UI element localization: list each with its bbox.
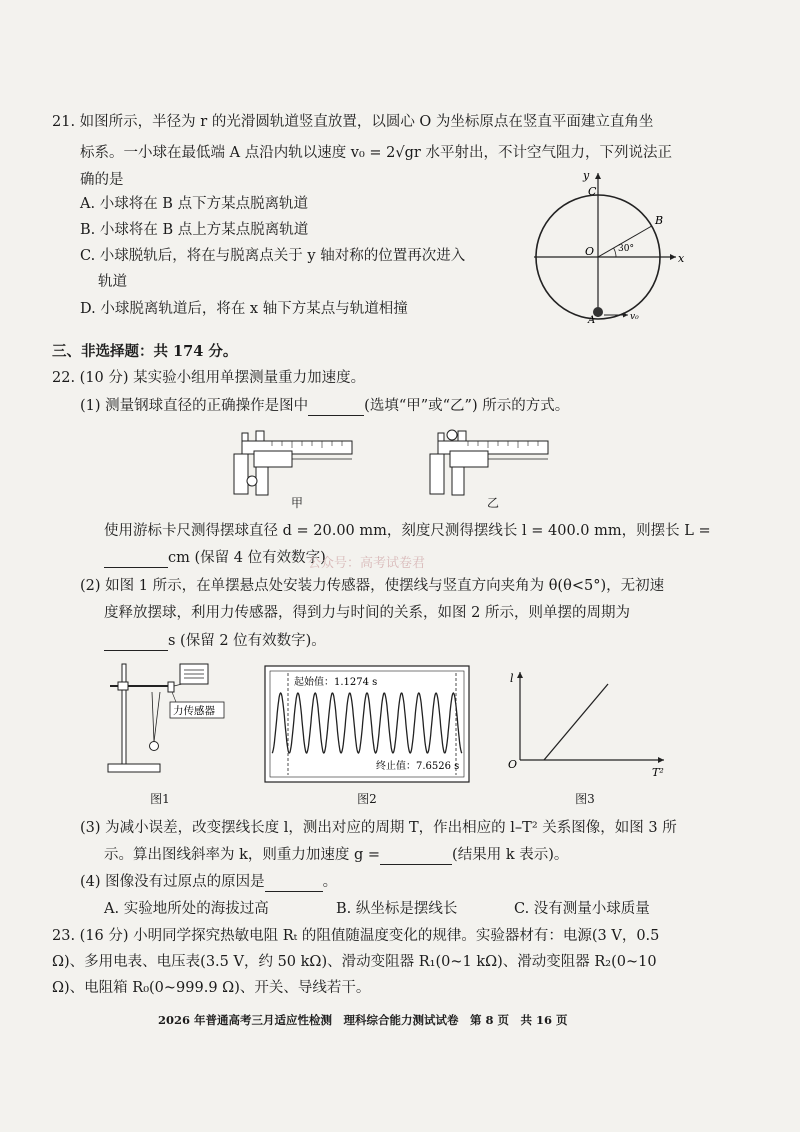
- q21-line1: 21. 如图所示，半径为 r 的光滑圆轨道竖直放置，以圆心 O 为坐标原点在竖直平面建立直角坐: [52, 114, 654, 130]
- end-value: 终止值：7.6526 s: [376, 761, 460, 772]
- circular-track-diagram: [528, 165, 693, 325]
- label-y: y: [583, 169, 590, 182]
- caption-jia: 甲: [290, 496, 303, 510]
- watermark: 公众号：高考试卷君: [308, 556, 426, 571]
- q22-part1-text2: (选填“甲”或“乙”) 所示的方式。: [364, 398, 570, 414]
- q23-line1: 23. (16 分) 小明同学探究热敏电阻 Rₜ 的阻值随温度变化的规律。实验器材有：电源(3 V，0.5: [52, 928, 660, 944]
- q22-part1: [80, 396, 569, 416]
- q22-part4-text: (4) 图像没有过原点的原因是: [80, 874, 265, 890]
- q22-part4-option-c: C. 没有测量小球质量: [514, 901, 650, 917]
- caption-yi: 乙: [486, 496, 499, 510]
- q21-option-c: C. 小球脱轨后，将在与脱离点关于 y 轴对称的位置再次进入: [80, 248, 466, 264]
- caption-fig3: 图3: [575, 792, 595, 806]
- force-time-graph: [264, 665, 470, 783]
- q21-option-c-cont: 轨道: [98, 274, 127, 290]
- q21-option-a: A. 小球将在 B 点下方某点脱离轨道: [80, 196, 309, 212]
- label-c: C: [588, 185, 597, 198]
- label-angle: 30°: [618, 244, 634, 254]
- q22-part4-option-a: A. 实验地所处的海拔过高: [104, 901, 269, 917]
- q22-part2-line2: 度释放摆球，利用力传感器，得到力与时间的关系，如图 2 所示，则单摆的周期为: [104, 605, 630, 621]
- section-heading: 三、非选择题：共 174 分。: [52, 343, 238, 360]
- label-a: A: [588, 315, 596, 325]
- q22-part3-line2: [104, 845, 568, 865]
- label-o: O: [585, 245, 595, 258]
- q21-line3: 确的是: [80, 172, 124, 188]
- caliper-yi: [428, 425, 558, 503]
- caption-fig2: 图2: [357, 792, 377, 806]
- q22-heading: 22. (10 分) 某实验小组用单摆测量重力加速度。: [52, 370, 366, 386]
- caliper-jia: [232, 425, 362, 503]
- label-x: x: [678, 252, 685, 265]
- label-b: B: [655, 214, 664, 227]
- page-footer: 2026 年普通高考三月适应性检测 理科综合能力测试试卷 第 8 页 共 16 页: [158, 1013, 568, 1027]
- q22-part4-option-b: B. 纵坐标是摆线长: [336, 901, 458, 917]
- answer-blank-2[interactable]: [104, 567, 168, 568]
- axis-label-l: l: [510, 672, 514, 685]
- q22-part3-text: 示。算出图线斜率为 k，则重力加速度 g =: [104, 847, 381, 863]
- q22-part2-line1: (2) 如图 1 所示，在单摆悬点处安装力传感器，使摆线与竖直方向夹角为 θ(θ<5°)，无初速: [80, 578, 665, 594]
- q22-part1-text: (1) 测量钢球直径的正确操作是图中: [80, 398, 309, 414]
- answer-blank-4[interactable]: [380, 864, 452, 865]
- q23-line2: Ω)、多用电表、电压表(3.5 V，约 50 kΩ)、滑动变阻器 R₁(0~1 kΩ)、滑动变阻器 R₂(0~10: [52, 954, 657, 970]
- force-sensor-label: 力传感器: [173, 705, 215, 717]
- answer-blank-5[interactable]: [265, 891, 323, 892]
- pendulum-apparatus: [102, 658, 232, 784]
- q23-line3: Ω)、电阻箱 R₀(0~999.9 Ω)、开关、导线若干。: [52, 980, 371, 996]
- q22-part1-measure: 使用游标卡尺测得摆球直径 d = 20.00 mm，刻度尺测得摆线长 l = 400.0 mm，则摆长 L =: [104, 523, 711, 539]
- q21-line2: 标系。一小球在最低端 A 点沿内轨以速度 v₀ = 2√gr 水平射出，不计空气阻力，下列说法正: [80, 145, 672, 161]
- answer-blank-3[interactable]: [104, 650, 168, 651]
- q22-part4-text2: 。: [322, 874, 338, 890]
- fit-line: [544, 684, 608, 760]
- q22-part1-length-text: cm (保留 4 位有效数字): [168, 550, 326, 566]
- q22-part3-line1: (3) 为减小误差，改变摆线长度 l，测出对应的周期 T，作出相应的 l–T² 关系图像，如图 3 所: [80, 820, 677, 836]
- caption-fig1: 图1: [150, 792, 170, 806]
- answer-blank-1[interactable]: [308, 415, 364, 416]
- q22-part1-length: [104, 548, 326, 568]
- q22-part2-line3: [104, 631, 326, 651]
- q22-part2-line3-text: s (保留 2 位有效数字)。: [168, 633, 326, 649]
- q21-option-d: D. 小球脱离轨道后，将在 x 轴下方某点与轨道相撞: [80, 301, 408, 317]
- q21-option-b: B. 小球将在 B 点上方某点脱离轨道: [80, 222, 309, 238]
- q22-part3-text2: (结果用 k 表示)。: [452, 847, 569, 863]
- q22-part4: [80, 872, 337, 892]
- label-v0: v₀: [630, 312, 639, 322]
- l-t2-graph: [504, 668, 672, 780]
- start-value: 起始值：1.1274 s: [294, 677, 378, 688]
- origin-label: O: [508, 758, 518, 771]
- axis-label-t2: T²: [652, 766, 664, 779]
